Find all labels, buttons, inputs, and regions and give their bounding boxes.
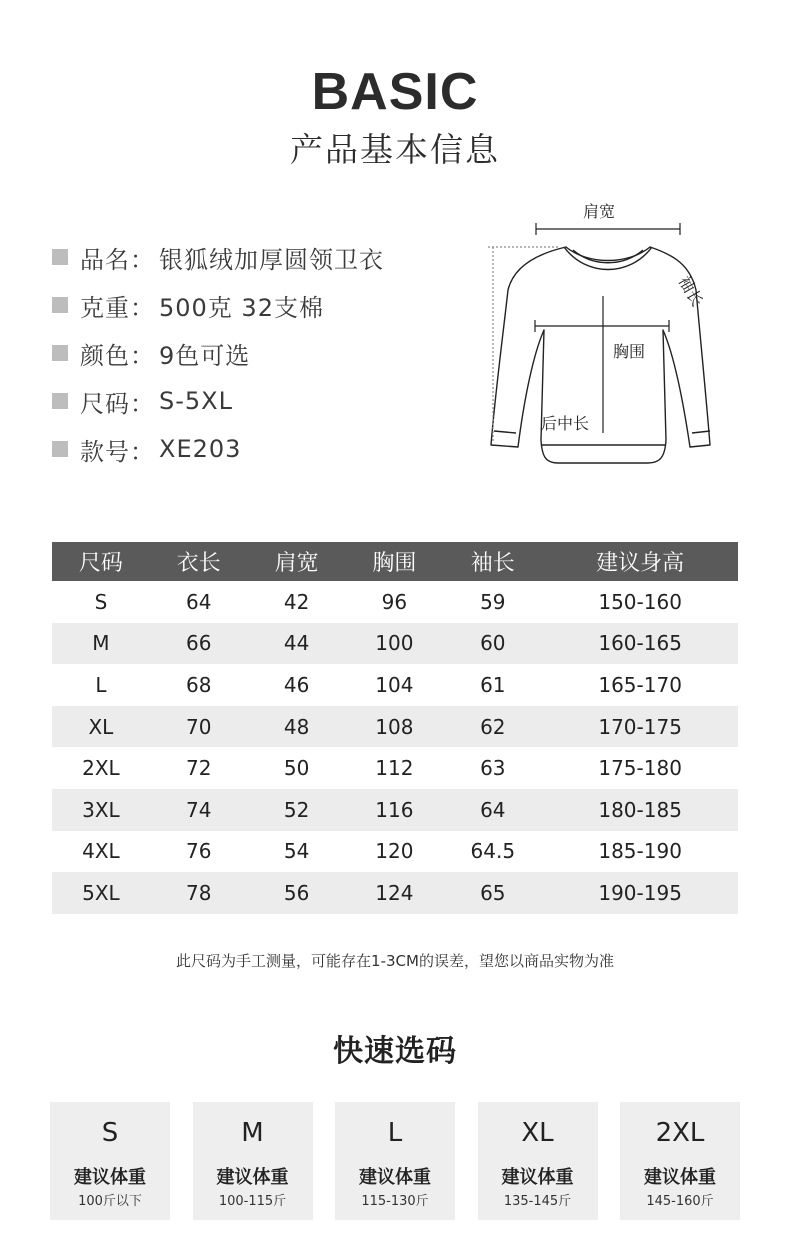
- column-header-size: 尺码: [52, 542, 150, 581]
- quick-size-card-2xl: [620, 1102, 740, 1220]
- quick-size-label: 建议体重: [74, 1167, 146, 1188]
- quick-size-label: 建议体重: [644, 1167, 716, 1188]
- table-cell: 60: [443, 623, 542, 665]
- table-cell: 64: [443, 789, 542, 831]
- table-cell: 48: [248, 706, 346, 748]
- table-cell: 120: [375, 839, 414, 864]
- info-value: S-5XL: [159, 387, 233, 415]
- quick-size-value: L: [387, 1118, 403, 1148]
- table-cell: 61: [480, 672, 506, 697]
- table-cell: XL: [52, 706, 150, 748]
- quick-size-title: 快速选码: [333, 1034, 457, 1069]
- table-cell: 160-165: [542, 623, 738, 665]
- table-cell: 185-190: [598, 839, 682, 864]
- quick-size-value: 2XL: [655, 1118, 705, 1148]
- quick-size-weight: 135-145斤: [503, 1194, 572, 1209]
- table-cell: 70: [150, 706, 248, 748]
- chest-label: 胸围: [613, 342, 646, 361]
- table-cell: 56: [248, 872, 346, 914]
- title-product-info: 产品基本信息: [290, 130, 500, 169]
- quick-size-card-xl: [478, 1102, 598, 1220]
- measurement-lines: [488, 223, 680, 441]
- quick-size-value: XL: [521, 1118, 554, 1148]
- quick-size-cards: [50, 1102, 740, 1220]
- info-label: 颜色：: [80, 341, 155, 370]
- table-cell: 108: [345, 706, 443, 748]
- table-cell: S: [94, 589, 108, 614]
- table-cell: 2XL: [82, 756, 120, 781]
- info-row-weight: [52, 281, 384, 329]
- table-cell: 104: [375, 672, 414, 697]
- square-bullet-icon: [52, 249, 68, 265]
- table-cell: 170-175: [542, 706, 738, 748]
- table-cell: 64: [186, 589, 212, 614]
- quick-size-card-l: [335, 1102, 455, 1220]
- table-cell: 44: [248, 623, 346, 665]
- table-row: [52, 747, 738, 789]
- column-header-sleeve: 袖长: [443, 542, 542, 581]
- table-cell: 3XL: [52, 789, 150, 831]
- table-cell: 46: [283, 672, 310, 697]
- info-row-color: [52, 329, 384, 377]
- product-info-list: [52, 233, 384, 473]
- table-row: [52, 623, 738, 665]
- square-bullet-icon: [52, 345, 68, 361]
- table-cell: 124: [345, 872, 443, 914]
- quick-size-value: S: [101, 1118, 119, 1148]
- column-header-shoulder: 肩宽: [248, 542, 346, 581]
- back-length-label: 后中长: [541, 414, 590, 433]
- table-row: [52, 664, 738, 706]
- info-value: 500克 32支棉: [159, 293, 324, 322]
- quick-size-label: 建议体重: [359, 1167, 431, 1188]
- table-cell: 5XL: [52, 872, 150, 914]
- table-cell: 165-170: [598, 672, 682, 697]
- sleeve-length-label: 袖长: [674, 272, 707, 310]
- table-cell: 180-185: [542, 789, 738, 831]
- quick-size-weight: 100-115斤: [218, 1194, 287, 1209]
- table-cell: 72: [186, 756, 212, 781]
- quick-size-card-m: [193, 1102, 313, 1220]
- table-cell: 116: [345, 789, 443, 831]
- table-cell: 59: [480, 589, 506, 614]
- square-bullet-icon: [52, 297, 68, 313]
- measurement-note: 此尺码为手工测量，可能存在1-3CM的误差，望您以商品实物为准: [176, 952, 614, 970]
- column-header-length: 衣长: [150, 542, 248, 581]
- quick-size-weight: 100斤以下: [78, 1194, 142, 1209]
- table-row: [52, 706, 738, 748]
- quick-size-card-s: [50, 1102, 170, 1220]
- quick-size-label: 建议体重: [216, 1167, 289, 1188]
- table-cell: 96: [381, 589, 408, 614]
- table-cell: 66: [150, 623, 248, 665]
- table-cell: 54: [283, 839, 310, 864]
- quick-size-value: M: [241, 1118, 264, 1148]
- table-cell: 50: [283, 756, 310, 781]
- info-row-style-no: [52, 425, 384, 473]
- table-cell: 78: [150, 872, 248, 914]
- table-cell: 150-160: [598, 589, 682, 614]
- info-row-name: [52, 233, 384, 281]
- table-cell: 64.5: [470, 839, 516, 864]
- table-cell: 175-180: [598, 756, 682, 781]
- column-header-chest: 胸围: [345, 542, 443, 581]
- table-row: [52, 581, 738, 623]
- table-cell: 76: [186, 839, 212, 864]
- info-value: 9色可选: [159, 341, 251, 370]
- table-cell: M: [52, 623, 150, 665]
- info-value: XE203: [159, 435, 242, 463]
- sweatshirt-measurement-diagram: [478, 195, 738, 485]
- table-cell: 63: [480, 756, 506, 781]
- table-cell: 68: [186, 672, 212, 697]
- shoulder-width-label: 肩宽: [583, 202, 616, 221]
- quick-size-weight: 145-160斤: [646, 1194, 714, 1209]
- table-cell: 65: [443, 872, 542, 914]
- info-label: 款号：: [80, 437, 155, 466]
- table-cell: L: [95, 672, 107, 697]
- table-cell: 100: [345, 623, 443, 665]
- column-header-height: 建议身高: [542, 542, 738, 581]
- info-row-size: [52, 377, 384, 425]
- table-row: [52, 831, 738, 873]
- table-cell: 62: [443, 706, 542, 748]
- table-cell: 4XL: [82, 839, 120, 864]
- table-cell: 74: [150, 789, 248, 831]
- info-value: 银狐绒加厚圆领卫衣: [159, 245, 384, 274]
- table-row: [52, 872, 738, 914]
- size-chart-table: [52, 542, 738, 914]
- info-label: 品名：: [80, 245, 155, 274]
- table-row: [52, 789, 738, 831]
- table-cell: 42: [283, 589, 310, 614]
- square-bullet-icon: [52, 393, 68, 409]
- quick-size-label: 建议体重: [501, 1167, 574, 1188]
- info-label: 尺码：: [80, 389, 155, 418]
- table-cell: 190-195: [542, 872, 738, 914]
- square-bullet-icon: [52, 441, 68, 457]
- title-basic: BASIC: [311, 63, 479, 121]
- table-header-row: [52, 542, 738, 581]
- table-cell: 52: [248, 789, 346, 831]
- quick-size-weight: 115-130斤: [361, 1194, 429, 1209]
- info-label: 克重：: [80, 293, 155, 322]
- table-cell: 112: [375, 756, 414, 781]
